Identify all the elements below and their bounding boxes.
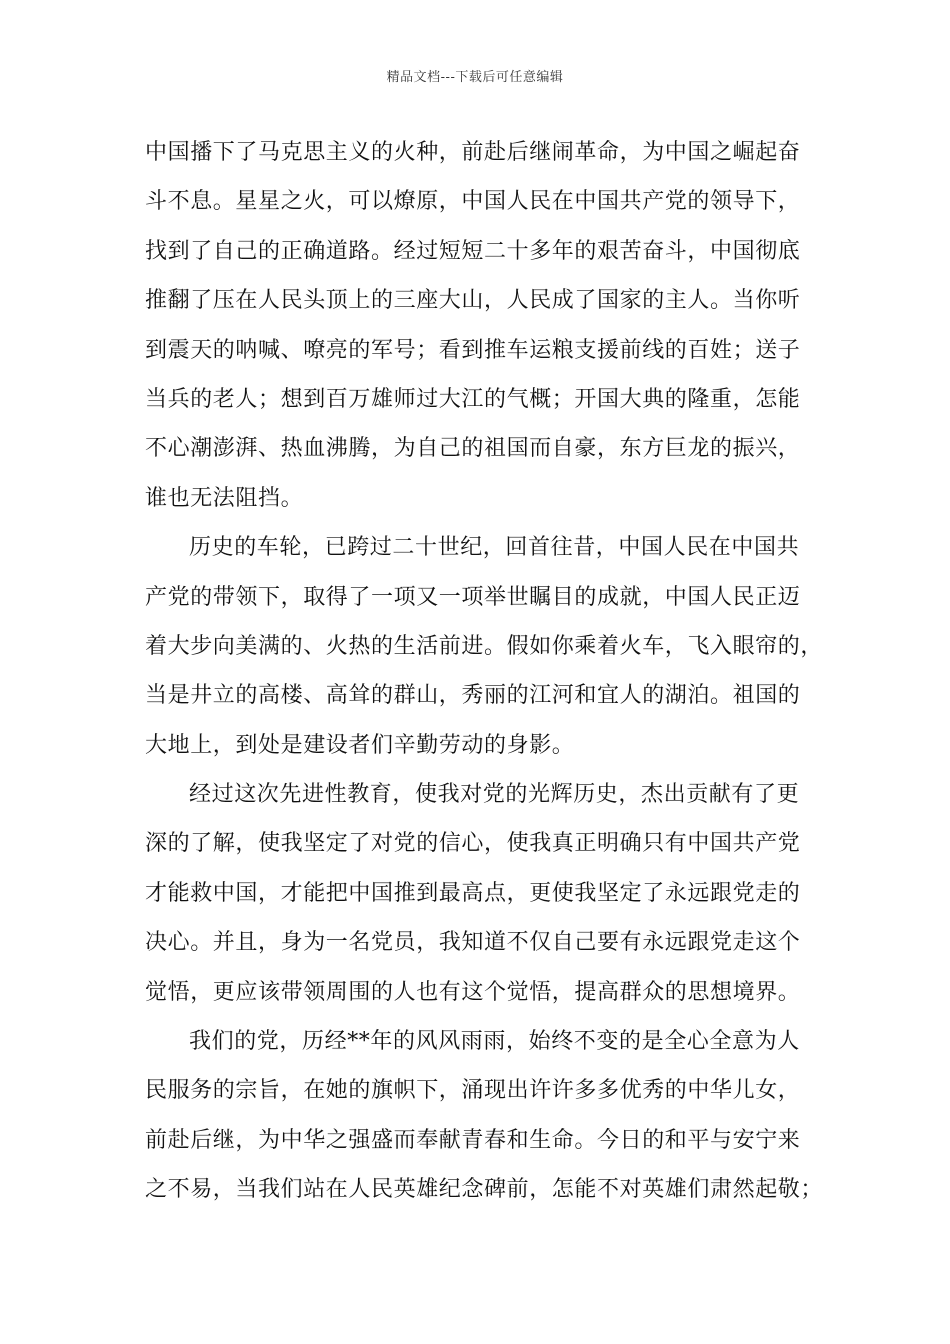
text-line: 我们的党，历经**年的风风雨雨，始终不变的是全心全意为人: [189, 1029, 800, 1055]
text-line: 觉悟，更应该带领周围的人也有这个觉悟，提高群众的思想境界。: [145, 979, 801, 1005]
text-line: 谁也无法阻挡。: [145, 485, 304, 511]
text-line: 着大步向美满的、火热的生活前进。假如你乘着火车，飞入眼帘的，: [145, 633, 824, 659]
text-line: 才能救中国，才能把中国推到最高点，更使我坚定了永远跟党走的: [145, 880, 801, 906]
text-line: 中国播下了马克思主义的火种，前赴后继闹革命，为中国之崛起奋: [145, 140, 801, 165]
text-line: 大地上，到处是建设者们辛勤劳动的身影。: [145, 732, 575, 758]
text-line: 前赴后继，为中华之强盛而奉献青春和生命。今日的和平与安宁来: [145, 1127, 801, 1153]
text-line: 决心。并且，身为一名党员，我知道不仅自己要有永远跟党走这个: [145, 930, 801, 956]
text-line: 斗不息。星星之火，可以燎原，中国人民在中国共产党的领导下，: [145, 189, 801, 215]
text-line: 经过这次先进性教育，使我对党的光辉历史，杰出贡献有了更: [189, 782, 800, 808]
text-line: 推翻了压在人民头顶上的三座大山，人民成了国家的主人。当你听: [145, 288, 801, 314]
text-line: 深的了解，使我坚定了对党的信心，使我真正明确只有中国共产党: [145, 831, 801, 857]
text-line: 当是井立的高楼、高耸的群山，秀丽的江河和宜人的湖泊。祖国的: [145, 683, 801, 709]
text-line: 之不易，当我们站在人民英雄纪念碑前，怎能不对英雄们肃然起敬；: [145, 1177, 824, 1203]
text-line: 产党的带领下，取得了一项又一项举世瞩目的成就，中国人民正迈: [145, 584, 801, 610]
text-line: 当兵的老人；想到百万雄师过大江的气概；开国大典的隆重，怎能: [145, 386, 801, 412]
page-header: 精品文档---下载后可任意编辑: [386, 70, 564, 85]
text-line: 民服务的宗旨，在她的旗帜下，涌现出许许多多优秀的中华儿女，: [145, 1078, 801, 1104]
text-line: 不心潮澎湃、热血沸腾，为自己的祖国而自豪，东方巨龙的振兴，: [145, 436, 801, 462]
text-line: 到震天的呐喊、嘹亮的军号；看到推车运粮支援前线的百姓；送子: [145, 337, 801, 363]
body-text: [145, 128, 825, 1215]
text-line: 找到了自己的正确道路。经过短短二十多年的艰苦奋斗，中国彻底: [145, 238, 801, 264]
text-line: 历史的车轮，已跨过二十世纪，回首往昔，中国人民在中国共: [189, 535, 800, 561]
